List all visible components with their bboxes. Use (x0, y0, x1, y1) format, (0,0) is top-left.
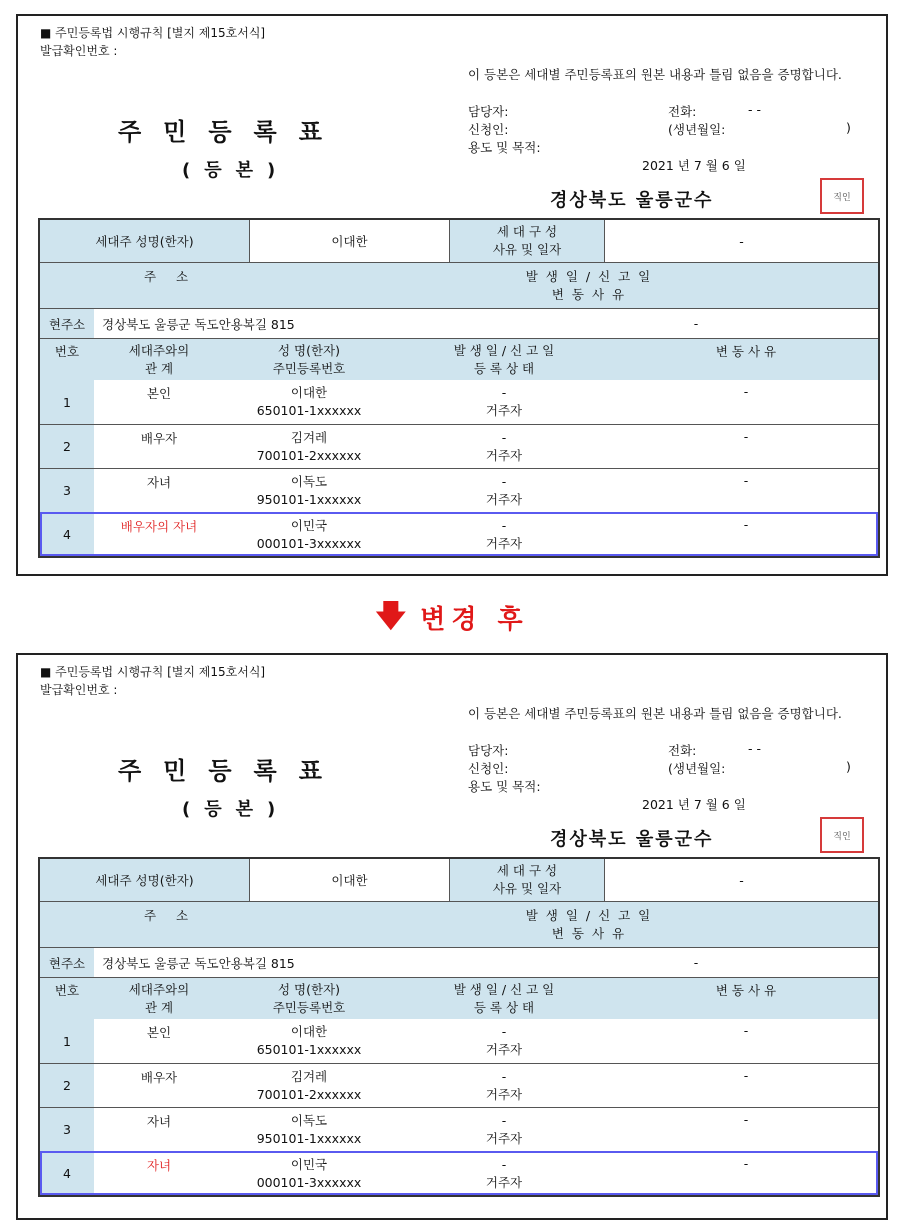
member-relation: 자녀 (146, 1158, 172, 1173)
clerk-label: 담당자: (468, 104, 509, 119)
applicant-label: 신청인: (468, 761, 509, 776)
member-name: 이민국 (290, 517, 328, 533)
member-row (40, 468, 878, 512)
member-rrn: 950101-1xxxxxx (256, 491, 362, 507)
document-subtitle: (등본) (182, 799, 290, 820)
composition-label-line2: 사유 및 일자 (492, 881, 562, 896)
address-event-header (300, 902, 878, 947)
current-address-label: 현주소 (40, 309, 94, 338)
member-rrn: 700101-2xxxxxx (256, 1086, 362, 1102)
member-number: 3 (40, 469, 94, 512)
member-date: - (501, 1068, 507, 1084)
member-number: 4 (40, 513, 94, 556)
member-row (40, 424, 878, 468)
member-status: 거주자 (485, 403, 523, 418)
col-name-line2: 주민등록번호 (272, 360, 346, 376)
head-name-label: 세대주 성명(한자) (40, 859, 250, 901)
member-relation: 배우자 (140, 1070, 178, 1085)
member-status: 거주자 (485, 1042, 523, 1057)
member-row (40, 512, 878, 556)
address-label: 주 소 (143, 908, 197, 923)
document-title: 주민등록표 (118, 118, 344, 146)
phone-label: 전화: (668, 743, 697, 758)
member-identity (224, 380, 394, 424)
member-status: 거주자 (485, 1086, 523, 1102)
member-row (40, 1019, 878, 1063)
phone-value: - - (748, 741, 761, 756)
member-change: - (743, 1112, 749, 1127)
member-date: - (501, 473, 507, 489)
member-name: 이대한 (290, 385, 328, 400)
member-status: 거주자 (485, 491, 523, 507)
member-event (394, 513, 614, 556)
member-name: 이대한 (290, 1024, 328, 1039)
certification-notice: 이 등본은 세대별 주민등록표의 원본 내용과 틀림 없음을 증명합니다. (468, 706, 842, 721)
member-row (40, 1107, 878, 1151)
member-event (394, 1019, 614, 1063)
col-relation (94, 978, 224, 1019)
col-number: 번호 (54, 344, 80, 359)
current-address-change: - (693, 955, 699, 970)
member-event (394, 1152, 614, 1195)
address-event-line2: 변 동 사 유 (551, 286, 627, 302)
change-indicator (0, 592, 904, 642)
current-address: 경상북도 울릉군 독도안용복길 815 (102, 955, 295, 971)
member-name: 이독도 (290, 1112, 328, 1128)
member-identity (224, 469, 394, 512)
col-date-line1: 발 생 일 / 신 고 일 (453, 981, 555, 997)
member-number: 1 (40, 1019, 94, 1063)
member-row (40, 1063, 878, 1107)
member-identity (224, 1019, 394, 1063)
col-relation-line1: 세대주와의 (128, 342, 190, 358)
head-name-label: 세대주 성명(한자) (40, 220, 250, 262)
form-header: ■ 주민등록법 시행규칙 [별지 제15호서식] (40, 26, 266, 40)
member-change: - (743, 384, 749, 399)
col-date (394, 339, 614, 380)
member-change: - (743, 473, 749, 488)
col-name (224, 978, 394, 1019)
current-address-label: 현주소 (40, 948, 94, 977)
household-head-row (40, 220, 878, 262)
member-identity (224, 425, 394, 468)
col-date-line2: 등 록 상 태 (473, 999, 535, 1015)
purpose-label: 용도 및 목적: (468, 140, 541, 155)
composition-label (450, 859, 605, 901)
document-subtitle: (등본) (182, 160, 290, 181)
member-status: 거주자 (485, 535, 523, 551)
member-relation: 본인 (146, 1025, 172, 1040)
member-name: 김겨레 (290, 1068, 328, 1084)
current-address-row (40, 947, 878, 977)
arrow-down-icon: 🡇 (375, 599, 407, 634)
member-row (40, 1151, 878, 1195)
current-address: 경상북도 울릉군 독도안용복길 815 (102, 316, 295, 332)
address-event-line1: 발 생 일 / 신 고 일 (525, 268, 653, 284)
member-header-row (40, 977, 878, 1019)
official-seal: 직인 (820, 178, 864, 214)
member-number: 2 (40, 1064, 94, 1107)
col-date-line1: 발 생 일 / 신 고 일 (453, 342, 555, 358)
member-event (394, 380, 614, 424)
member-rrn: 000101-3xxxxxx (256, 1174, 362, 1190)
member-rrn: 700101-2xxxxxx (256, 447, 362, 463)
member-event (394, 425, 614, 468)
member-relation: 배우자 (140, 431, 178, 446)
member-rrn: 950101-1xxxxxx (256, 1130, 362, 1146)
member-rrn: 000101-3xxxxxx (256, 535, 362, 551)
issuing-office: 경상북도 울릉군수 (550, 190, 714, 211)
member-identity (224, 1108, 394, 1151)
col-name-line1: 성 명(한자) (277, 981, 341, 997)
phone-value: - - (748, 102, 761, 117)
member-identity (224, 513, 394, 556)
household-table (38, 857, 880, 1197)
member-number: 4 (40, 1152, 94, 1195)
member-status: 거주자 (485, 447, 523, 463)
member-date: - (501, 385, 507, 400)
birth-close: ) (846, 120, 851, 135)
member-number: 3 (40, 1108, 94, 1151)
issue-check-number-label: 발급확인번호 : (40, 683, 118, 697)
address-label: 주 소 (143, 269, 197, 284)
member-rrn: 650101-1xxxxxx (256, 403, 362, 418)
member-name: 김겨레 (290, 429, 328, 445)
member-rows (40, 1019, 878, 1195)
member-date: - (501, 429, 507, 445)
document-after (16, 653, 888, 1220)
member-relation: 자녀 (146, 475, 172, 490)
member-change: - (743, 1068, 749, 1083)
col-relation-line1: 세대주와의 (128, 981, 190, 997)
member-number: 1 (40, 380, 94, 424)
composition-label (450, 220, 605, 262)
member-name: 이독도 (290, 473, 328, 489)
member-rrn: 650101-1xxxxxx (256, 1042, 362, 1057)
applicant-label: 신청인: (468, 122, 509, 137)
member-change: - (743, 429, 749, 444)
document-title: 주민등록표 (118, 757, 344, 785)
household-head-row (40, 859, 878, 901)
col-number: 번호 (54, 983, 80, 998)
address-event-header (300, 263, 878, 308)
phone-label: 전화: (668, 104, 697, 119)
head-name-value: 이대한 (250, 220, 450, 262)
member-relation: 배우자의 자녀 (120, 519, 198, 534)
col-relation-line2: 관 계 (144, 999, 174, 1015)
address-header-row (40, 901, 878, 947)
member-date: - (501, 517, 507, 533)
address-event-line1: 발 생 일 / 신 고 일 (525, 907, 653, 923)
current-address-row (40, 308, 878, 338)
member-relation: 자녀 (146, 1114, 172, 1129)
member-change: - (743, 1156, 749, 1171)
birth-close: ) (846, 759, 851, 774)
issue-date: 2021 년 7 월 6 일 (642, 797, 746, 812)
household-table (38, 218, 880, 558)
member-change: - (743, 517, 749, 532)
member-relation: 본인 (146, 386, 172, 401)
col-change: 변 동 사 유 (715, 983, 777, 998)
purpose-label: 용도 및 목적: (468, 779, 541, 794)
col-name-line2: 주민등록번호 (272, 999, 346, 1015)
official-seal: 직인 (820, 817, 864, 853)
member-date: - (501, 1156, 507, 1172)
col-name (224, 339, 394, 380)
member-event (394, 1108, 614, 1151)
member-identity (224, 1064, 394, 1107)
col-relation (94, 339, 224, 380)
member-name: 이민국 (290, 1156, 328, 1172)
col-name-line1: 성 명(한자) (277, 342, 341, 358)
member-status: 거주자 (485, 1130, 523, 1146)
col-date (394, 978, 614, 1019)
composition-label-line2: 사유 및 일자 (492, 242, 562, 257)
member-event (394, 1064, 614, 1107)
col-relation-line2: 관 계 (144, 360, 174, 376)
member-event (394, 469, 614, 512)
clerk-label: 담당자: (468, 743, 509, 758)
current-address-change: - (693, 316, 699, 331)
member-row (40, 380, 878, 424)
issuing-office: 경상북도 울릉군수 (550, 829, 714, 850)
birth-label: (생년월일: (668, 122, 726, 137)
address-event-line2: 변 동 사 유 (551, 925, 627, 941)
head-name-value: 이대한 (250, 859, 450, 901)
member-rows (40, 380, 878, 556)
birth-label: (생년월일: (668, 761, 726, 776)
change-label: 변경 후 (420, 604, 529, 635)
member-date: - (501, 1112, 507, 1128)
form-header: ■ 주민등록법 시행규칙 [별지 제15호서식] (40, 665, 266, 679)
composition-label-line1: 세 대 구 성 (496, 224, 558, 239)
address-header-row (40, 262, 878, 308)
issue-check-number-label: 발급확인번호 : (40, 44, 118, 58)
col-date-line2: 등 록 상 태 (473, 360, 535, 376)
member-identity (224, 1152, 394, 1195)
member-number: 2 (40, 425, 94, 468)
member-status: 거주자 (485, 1174, 523, 1190)
issue-date: 2021 년 7 월 6 일 (642, 158, 746, 173)
member-date: - (501, 1024, 507, 1039)
member-header-row (40, 338, 878, 380)
composition-value: - (739, 233, 744, 249)
composition-value: - (739, 872, 744, 888)
member-change: - (743, 1023, 749, 1038)
document-before (16, 14, 888, 576)
composition-label-line1: 세 대 구 성 (496, 863, 558, 878)
certification-notice: 이 등본은 세대별 주민등록표의 원본 내용과 틀림 없음을 증명합니다. (468, 67, 842, 82)
col-change: 변 동 사 유 (715, 344, 777, 359)
